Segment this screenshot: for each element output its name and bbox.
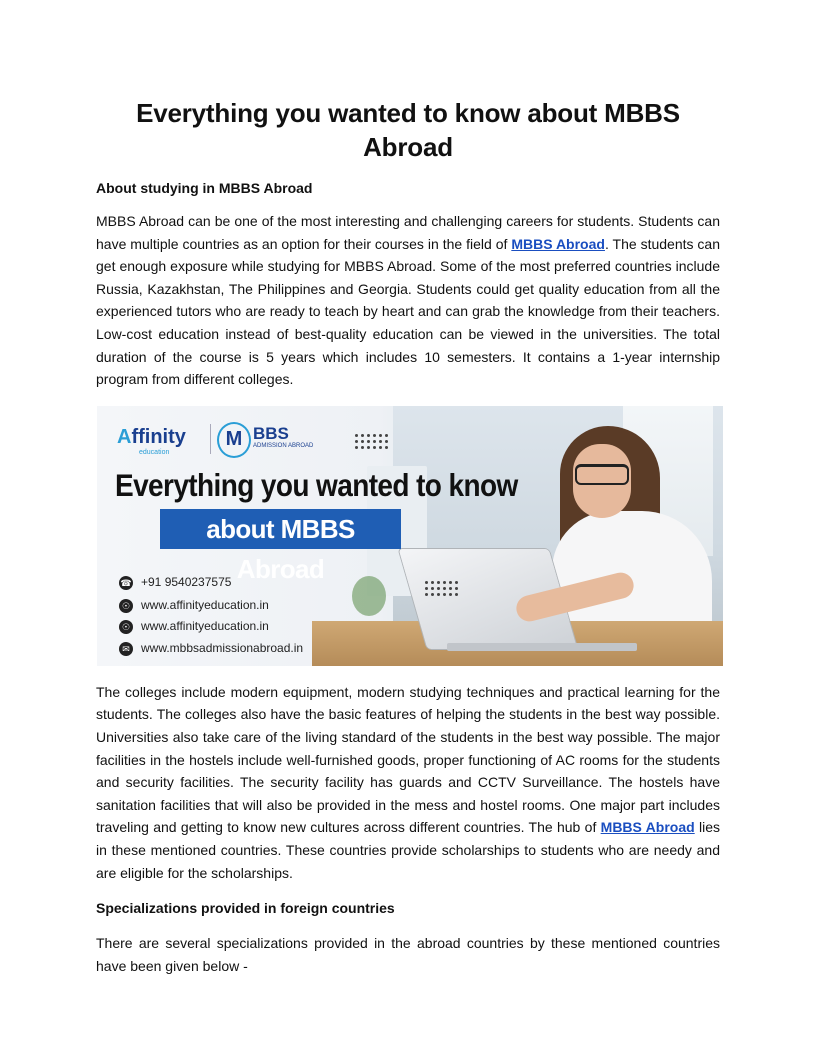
banner-headline: Everything you wanted to know [115,467,518,503]
dot-pattern-decoration [355,434,388,449]
globe-icon: ☉ [119,620,133,634]
contact-email: ✉ www.mbbsadmissionabroad.in [119,640,303,656]
mbbs-abroad-link[interactable]: MBBS Abroad [600,819,695,836]
promo-banner-image [97,406,723,666]
banner-subheadline: about MBBS Abroad [160,509,401,549]
document-page [96,96,720,977]
contact-web-2: ☉ www.affinityeducation.in [119,618,269,634]
phone-icon: ☎ [120,577,132,588]
paragraph-intro: MBBS Abroad can be one of the most interesting and challenging careers for students. Students can have multiple countries as an option for their courses in the field of MBBS Abroad. The students can get enough exposure while studying for MBBS Abroad. Some of the most preferred countries include Russia, Kazakhstan, The Philippines and Georgia. Students could get quality education from all the experienced tutors who are ready to teach by heart and can grab the knowledge from their teachers. Low-cost education instead of best-quality education can be viewed in the universities. The total duration of the course is 5 years which includes 10 semesters. It contains a 1-year internship program from different colleges. [96,213,720,388]
paragraph-specializations: There are several specializations provided in the abroad countries by these mentioned countries have been given below - [96,935,720,974]
dot-pattern-decoration [425,581,458,596]
section-heading-specializations: Specializations provided in foreign countries [96,900,395,917]
mbbs-logo: BBS [253,423,289,443]
page-title: Everything you wanted to know about MBBS Abroad [136,98,680,162]
plant [352,576,386,616]
globe-icon: ☉ [119,599,133,613]
affinity-logo-sub: education [139,448,170,456]
mail-icon: ✉ [119,642,133,656]
mbbs-abroad-link[interactable]: MBBS Abroad [511,235,605,252]
affinity-logo: Affinity [117,425,186,448]
mbbs-logo-sub: ADMISSION ABROAD [253,442,314,449]
contact-web-1: ☉ www.affinityeducation.in [119,597,269,613]
section-heading-about: About studying in MBBS Abroad [96,180,313,196]
paragraph-facilities: The colleges include modern equipment, modern studying techniques and practical learning for the students. The colleges also have the basic features of helping the students in the best way possible. Universities also take care of the living standard of the students in the best way possible. The major facilities in the hostels include well-furnished goods, proper functioning of AC rooms for the students and security facilities. The security facility has guards and CCTV Surveillance. The hostels have sanitation facilities that will also be provided in the mess and hostel rooms. One major part includes traveling and getting to know new cultures across different countries. The hub of MBBS Abroad lies in these mentioned countries. These countries provide scholarships to students who are needy and are eligible for the scholarships. [96,683,721,881]
glasses [575,464,629,485]
contact-phone: ☎ +91 9540237575 [120,574,232,589]
mbbs-logo-mark: M [217,422,251,458]
